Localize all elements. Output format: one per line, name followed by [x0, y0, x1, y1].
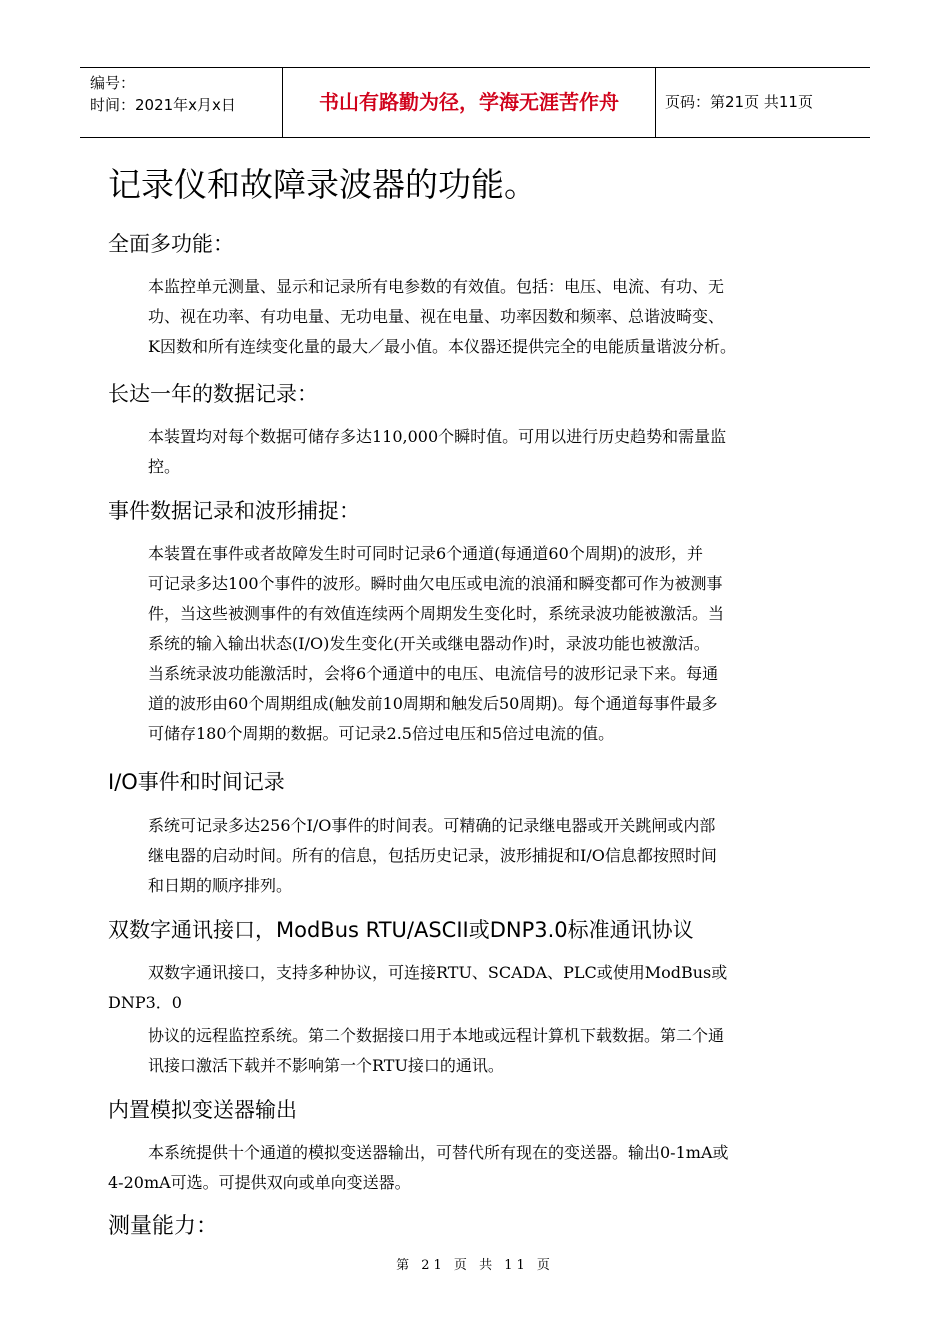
- section-body-communications: [148, 1021, 848, 1081]
- paragraph-line: 本装置在事件或者故障发生时可同时记录6个通道(每通道60个周期)的波形，并: [148, 544, 704, 563]
- paragraph-line: 继电器的启动时间。所有的信息，包括历史记录，波形捕捉和I/O信息都按照时间: [148, 846, 717, 865]
- header-meta-cell: [80, 68, 282, 137]
- section-heading-measurement: 测量能力：: [108, 1214, 219, 1239]
- section-body-analog-output-wrapped: 4-20mA可选。可提供双向或单向变送器。: [108, 1173, 411, 1192]
- paragraph-line: 当系统录波功能激活时，会将6个通道中的电压、电流信号的波形记录下来。每通: [148, 664, 719, 683]
- page-footer: 第 21 页 共 11 页: [396, 1258, 554, 1273]
- section-body-analog-output-first-line: 本系统提供十个通道的模拟变送器输出，可替代所有现在的变送器。输出0-1mA或: [148, 1143, 729, 1162]
- section-heading-communications: 双数字通讯接口，ModBus RTU/ASCII或DNP3.0标准通讯协议: [108, 918, 694, 942]
- section-heading-multifunction: 全面多功能：: [108, 232, 234, 256]
- paragraph-line: 协议的远程监控系统。第二个数据接口用于本地或远程计算机下载数据。第二个通: [148, 1026, 725, 1045]
- paragraph-line: 本监控单元测量、显示和记录所有电参数的有效值。包括：电压、电流、有功、无: [148, 277, 725, 296]
- header-page-info: 页码：第21页 共11页: [665, 93, 813, 111]
- paragraph-line: K因数和所有连续变化量的最大／最小值。本仪器还提供完全的电能质量谐波分析。: [148, 337, 736, 356]
- paragraph-line: 系统可记录多达256个I/O事件的时间表。可精确的记录继电器或开关跳闸或内部: [148, 816, 716, 835]
- page-header: [80, 67, 870, 138]
- paragraph-line: 可储存180个周期的数据。可记录2.5倍过电压和5倍过电流的值。: [148, 724, 615, 743]
- paragraph-line: 道的波形由60个周期组成(触发前10周期和触发后50周期)。每个通道每事件最多: [148, 694, 718, 713]
- paragraph-line: 系统的输入输出状态(I/O)发生变化(开关或继电器动作)时，录波功能也被激活。: [148, 634, 710, 653]
- document-title: 记录仪和故障录波器的功能。: [108, 165, 537, 204]
- section-heading-data-logging: 长达一年的数据记录：: [108, 382, 318, 406]
- section-body-multifunction: [148, 272, 848, 362]
- document-number-label: 编号：: [90, 74, 136, 92]
- paragraph-line: 控。: [148, 457, 181, 476]
- section-heading-analog-output: 内置模拟变送器输出: [108, 1098, 297, 1122]
- section-body-communications-first-line: 双数字通讯接口，支持多种协议，可连接RTU、SCADA、PLC或使用ModBus或: [148, 963, 728, 982]
- paragraph-line: 可记录多达100个事件的波形。瞬时曲欠电压或电流的浪涌和瞬变都可作为被测事: [148, 574, 723, 593]
- paragraph-line: 件，当这些被测事件的有效值连续两个周期发生变化时，系统录波功能被激活。当: [148, 604, 725, 623]
- paragraph-line: 讯接口激活下载并不影响第一个RTU接口的通讯。: [148, 1056, 504, 1075]
- section-body-io-events: [148, 811, 848, 901]
- section-body-event-recording: [148, 539, 848, 749]
- section-body-communications-wrapped: DNP3．0: [108, 993, 182, 1012]
- paragraph-line: 和日期的顺序排列。: [148, 876, 293, 895]
- paragraph-line: 功、视在功率、有功电量、无功电量、视在电量、功率因数和频率、总谐波畸变、: [148, 307, 725, 326]
- section-heading-io-events: I/O事件和时间记录: [108, 770, 285, 794]
- section-body-data-logging: [148, 422, 848, 482]
- section-heading-event-recording: 事件数据记录和波形捕捉：: [108, 499, 360, 523]
- header-motto: 书山有路勤为径，学海无涯苦作舟: [282, 68, 656, 137]
- document-date-label: 时间：2021年x月x日: [90, 96, 236, 114]
- paragraph-line: 本装置均对每个数据可储存多达110,000个瞬时值。可用以进行历史趋势和需量监: [148, 427, 727, 446]
